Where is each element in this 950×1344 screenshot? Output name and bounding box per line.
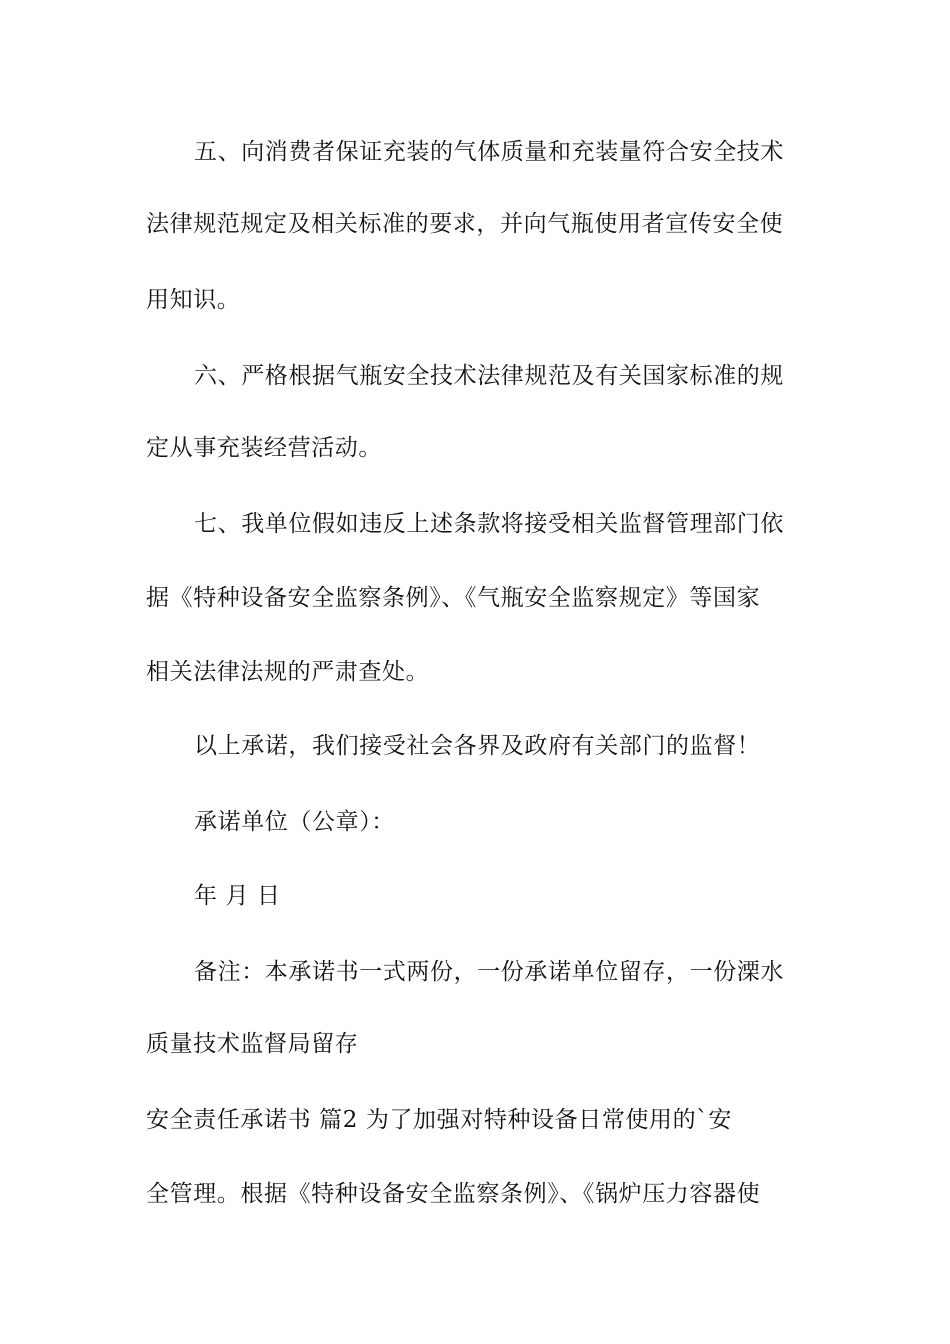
- commitment-statement: 以上承诺，我们接受社会各界及政府有关部门的监督！: [194, 733, 761, 759]
- remark-line-2: 质量技术监督局留存: [146, 1031, 359, 1057]
- paragraph-7-line-2: 据《特种设备安全监察条例》、《气瓶安全监察规定》等国家: [146, 585, 761, 611]
- paragraph-5-line-2: 法律规范规定及相关标准的要求，并向气瓶使用者宣传安全使: [146, 211, 784, 237]
- paragraph-5-line-1: 五、向消费者保证充装的气体质量和充装量符合安全技术: [194, 139, 784, 165]
- date-line: 年 月 日: [194, 883, 281, 909]
- section-2-line-2: 全管理。根据《特种设备安全监察条例》、《锅炉压力容器使: [146, 1181, 761, 1207]
- committing-unit-seal: 承诺单位（公章）：: [194, 809, 395, 835]
- paragraph-6-line-2: 定从事充装经营活动。: [146, 435, 382, 461]
- paragraph-7-line-1: 七、我单位假如违反上述条款将接受相关监督管理部门依: [194, 511, 784, 537]
- section-2-heading-line: 安全责任承诺书 篇2 为了加强对特种设备日常使用的`安: [146, 1107, 732, 1133]
- paragraph-5-line-3: 用知识。: [146, 287, 241, 313]
- paragraph-7-line-3: 相关法律法规的严肃查处。: [146, 659, 430, 685]
- paragraph-6-line-1: 六、严格根据气瓶安全技术法律规范及有关国家标准的规: [194, 363, 784, 389]
- remark-line-1: 备注：本承诺书一式两份，一份承诺单位留存，一份溧水: [194, 959, 784, 985]
